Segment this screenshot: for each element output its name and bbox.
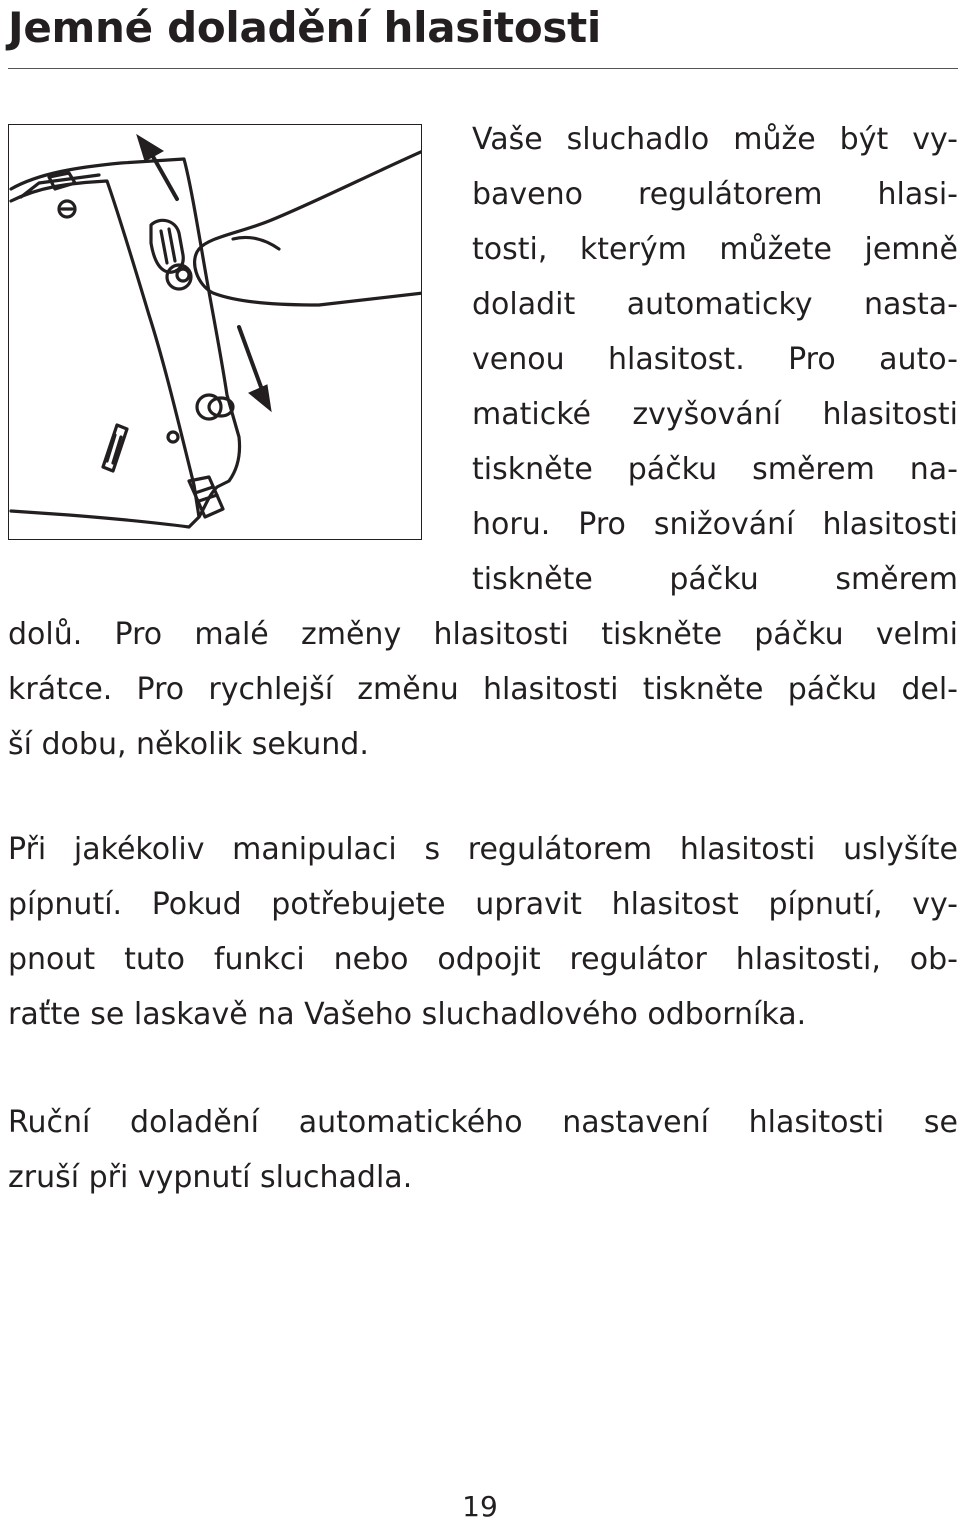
paragraph1-line: horu. Pro snižování hlasitosti: [472, 507, 958, 542]
hearing-aid-illustration: [8, 124, 422, 540]
paragraph1-line: tosti, kterým můžete jemně: [472, 232, 958, 267]
paragraph1-line: doladit automaticky nasta-: [472, 287, 958, 322]
paragraph2-line: Při jakékoliv manipulaci s regulátorem hlasitosti uslyšíte: [8, 832, 958, 867]
paragraph1-line: venou hlasitost. Pro auto-: [472, 342, 958, 377]
page-title: Jemné doladění hlasitosti: [8, 3, 601, 52]
paragraph1-line: krátce. Pro rychlejší změnu hlasitosti tiskněte páčku del-: [8, 672, 958, 707]
paragraph1-line: tiskněte páčku směrem na-: [472, 452, 958, 487]
paragraph3-line: zruší při vypnutí sluchadla.: [8, 1160, 413, 1195]
paragraph2-line: pnout tuto funkci nebo odpojit regulátor hlasitosti, ob-: [8, 942, 958, 977]
paragraph2-line: pípnutí. Pokud potřebujete upravit hlasitost pípnutí, vy-: [8, 887, 958, 922]
hearing-aid-icon: [9, 125, 422, 540]
paragraph1-line: baveno regulátorem hlasi-: [472, 177, 958, 212]
paragraph1-line: matické zvyšování hlasitosti: [472, 397, 958, 432]
paragraph1-line: tiskněte páčku směrem: [472, 562, 958, 597]
paragraph1-line: Vaše sluchadlo může být vy-: [472, 122, 958, 157]
title-divider: [8, 68, 958, 69]
page-number: 19: [462, 1490, 498, 1523]
paragraph2-line: raťte se laskavě na Vašeho sluchadlového odborníka.: [8, 997, 807, 1032]
paragraph1-line: dolů. Pro malé změny hlasitosti tiskněte páčku velmi: [8, 617, 958, 652]
paragraph3-line: Ruční doladění automatického nastavení hlasitosti se: [8, 1105, 958, 1140]
paragraph1-line: ší dobu, několik sekund.: [8, 727, 369, 762]
